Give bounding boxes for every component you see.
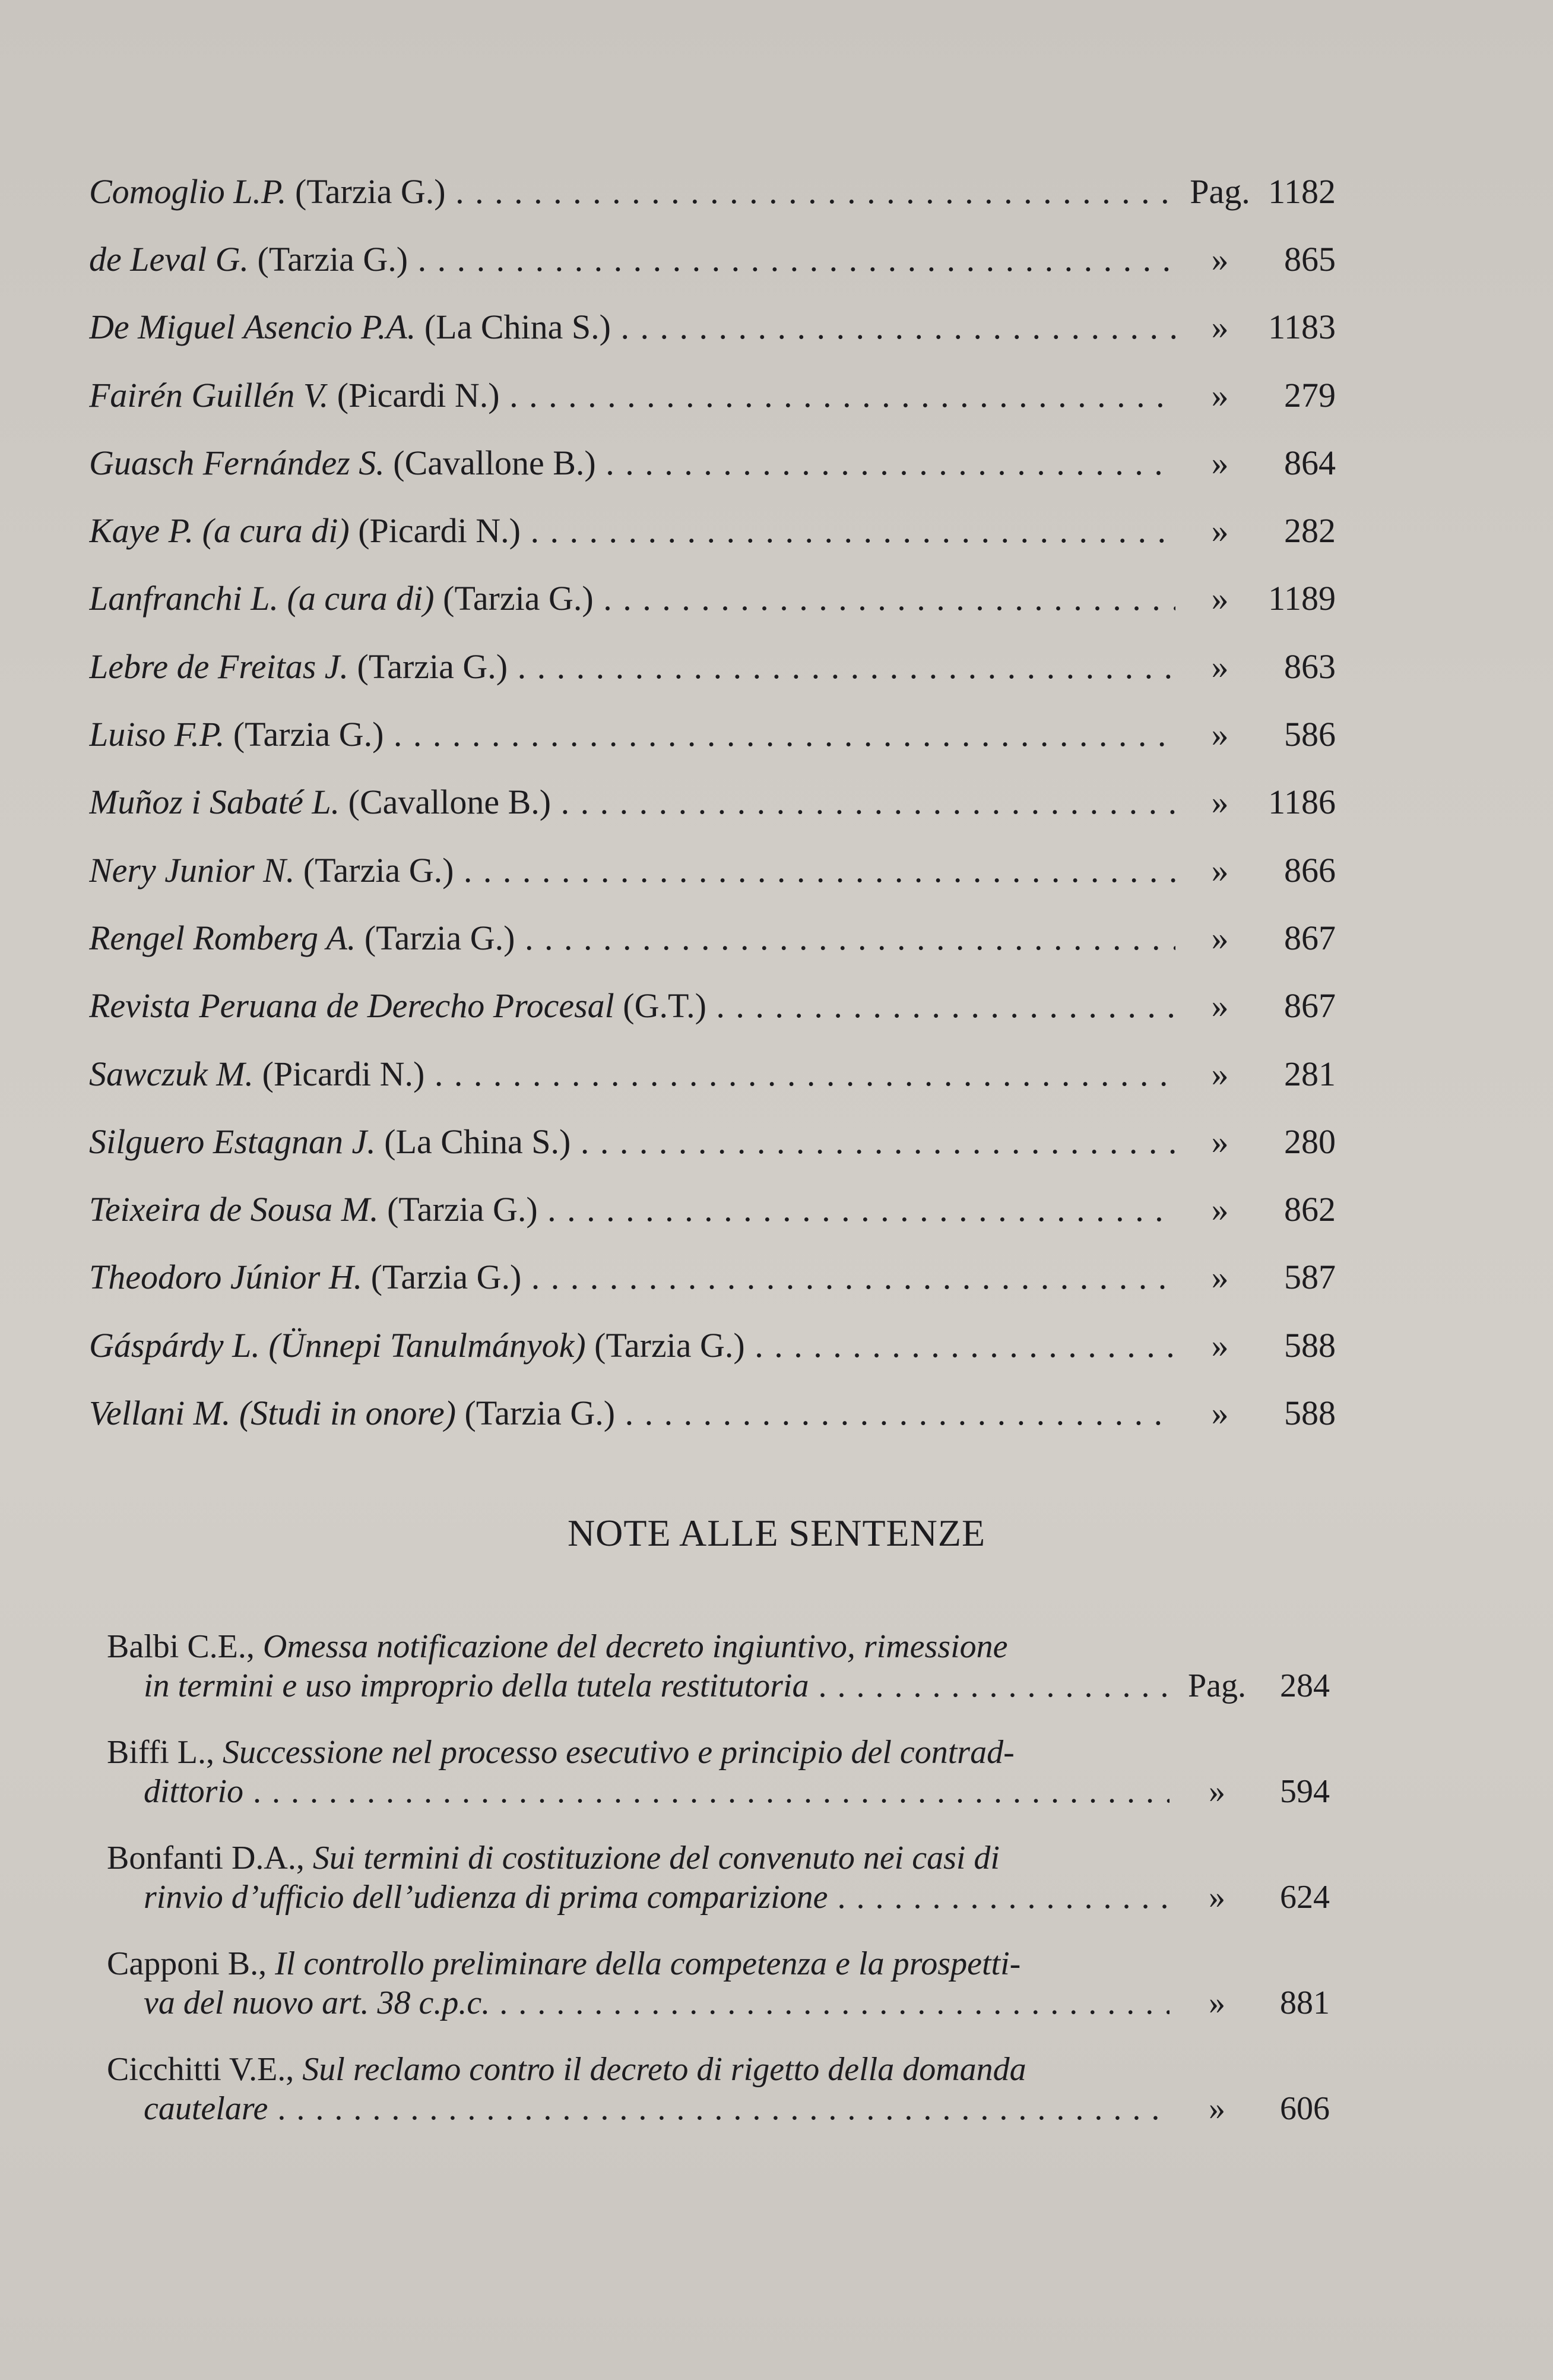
entry-author: Gáspárdy L. (Ünnepi Tanulmányok) [89, 1325, 586, 1365]
index-row [89, 1175, 1336, 1243]
entry-title [89, 1393, 1175, 1433]
note-author: Balbi C.E., [107, 1628, 255, 1665]
page-label: » [1211, 1258, 1229, 1297]
note-title-continued: cautelare . . . [144, 2089, 1169, 2128]
entry-reviewer: (Cavallone B.) [348, 783, 552, 822]
page-label: » [1209, 1879, 1225, 1916]
entry-reviewer: (Cavallone B.) [393, 443, 596, 482]
note-second-line [107, 1772, 1330, 1811]
index-row [89, 632, 1336, 700]
entry-author: Nery Junior N. [89, 850, 295, 890]
page-label: » [1211, 986, 1229, 1026]
index-row [89, 1311, 1336, 1379]
index-row [89, 1040, 1336, 1107]
index-row [89, 496, 1336, 564]
entry-reviewer: (Tarzia G.) [295, 172, 446, 211]
reviews-index [89, 157, 1336, 1447]
note-entry [107, 1627, 1330, 1705]
index-row [89, 293, 1336, 361]
entry-reviewer: (Tarzia G.) [464, 1393, 616, 1432]
entry-title [89, 647, 1175, 686]
entry-reviewer: (Picardi N.) [262, 1054, 425, 1093]
index-row [89, 768, 1336, 836]
entry-author: De Miguel Asencio P.A. [89, 308, 416, 347]
note-title-continued: dittorio . . . [144, 1772, 1169, 1811]
note-entry [107, 1838, 1330, 1917]
page-label: » [1211, 579, 1229, 618]
entry-title [89, 239, 1175, 279]
page-number: 586 [1284, 715, 1336, 754]
entry-author: Teixeira de Sousa M. [89, 1190, 379, 1229]
page-label: » [1211, 783, 1229, 822]
page-label: » [1211, 443, 1229, 482]
page-number: 282 [1284, 511, 1336, 550]
entry-title [89, 172, 1175, 211]
page-label: » [1211, 715, 1229, 754]
page-label: » [1209, 2090, 1225, 2127]
entry-title [89, 986, 1175, 1026]
entry-author: Silguero Estagnan J. [89, 1122, 376, 1161]
entry-reviewer: (Picardi N.) [337, 375, 500, 414]
page-number: 867 [1284, 918, 1336, 957]
entry-author: Luiso F.P. [89, 715, 225, 754]
page-label: Pag. [1188, 1667, 1246, 1704]
section-title: NOTE ALLE SENTENZE [567, 1512, 986, 1554]
page-label: » [1211, 1325, 1229, 1365]
entry-title [89, 511, 1175, 550]
index-row [89, 1243, 1336, 1311]
note-second-line [107, 2089, 1330, 2128]
index-row [89, 225, 1336, 293]
notes-index [107, 1627, 1330, 2156]
page-number: 881 [1280, 1985, 1330, 2021]
page-number: 862 [1284, 1190, 1336, 1229]
page-label: » [1209, 1773, 1225, 1810]
page-number: 1189 [1268, 579, 1336, 618]
entry-author: Lanfranchi L. (a cura di) [89, 579, 435, 618]
note-author: Bonfanti D.A., [107, 1840, 305, 1876]
entry-reviewer: (Tarzia G.) [233, 715, 384, 754]
index-row [89, 1379, 1336, 1447]
entry-author: Comoglio L.P. [89, 172, 287, 211]
entry-author: Lebre de Freitas J. [89, 647, 349, 686]
page-label: » [1211, 1122, 1229, 1161]
index-row [89, 700, 1336, 768]
page-number: 1186 [1268, 783, 1336, 822]
note-title: Sul reclamo contro il decreto di rigetto della domanda [302, 2051, 1026, 2088]
page-number: 284 [1280, 1667, 1330, 1704]
page-label: » [1211, 1393, 1229, 1432]
entry-author: Guasch Fernández S. [89, 443, 385, 482]
entry-reviewer: (Tarzia G.) [364, 918, 515, 957]
page-number: 865 [1284, 239, 1336, 278]
entry-reviewer: (Tarzia G.) [387, 1190, 538, 1229]
page-number: 867 [1284, 986, 1336, 1026]
note-title-continued: va del nuovo art. 38 c.p.c. . . . [144, 1983, 1169, 2023]
page-label: » [1209, 1985, 1225, 2021]
note-title: Sui termini di costituzione del convenuto nei casi di [312, 1840, 1000, 1876]
entry-title [89, 1054, 1175, 1094]
page-label: » [1211, 1190, 1229, 1229]
index-row [89, 429, 1336, 496]
index-row [89, 1107, 1336, 1175]
entry-title [89, 1122, 1175, 1161]
page-label: » [1211, 647, 1229, 686]
note-first-line [107, 2050, 1128, 2089]
entry-title [89, 307, 1175, 347]
page-label: » [1211, 239, 1229, 278]
note-entry [107, 1733, 1330, 1811]
page-number: 863 [1284, 647, 1336, 686]
note-author: Capponi B., [107, 1945, 267, 1982]
page-number: 1182 [1268, 172, 1336, 211]
index-row [89, 972, 1336, 1040]
entry-reviewer: (Tarzia G.) [594, 1325, 745, 1365]
entry-reviewer: (Tarzia G.) [443, 579, 594, 618]
page-label: » [1211, 1054, 1229, 1093]
entry-reviewer: (La China S.) [384, 1122, 571, 1161]
note-second-line [107, 1983, 1330, 2023]
entry-title [89, 443, 1175, 483]
index-row [89, 361, 1336, 429]
entry-title [89, 782, 1175, 822]
entry-author: Muñoz i Sabaté L. [89, 783, 340, 822]
entry-reviewer: (Tarzia G.) [257, 239, 408, 278]
entry-title [89, 1189, 1175, 1229]
entry-author: Fairén Guillén V. [89, 375, 329, 414]
page-number: 594 [1280, 1773, 1330, 1810]
entry-reviewer: (La China S.) [424, 308, 611, 347]
entry-title [89, 1257, 1175, 1297]
index-row [89, 904, 1336, 971]
entry-author: Theodoro Júnior H. [89, 1258, 363, 1297]
note-second-line [107, 1666, 1330, 1705]
page-number: 606 [1280, 2090, 1330, 2127]
note-author: Cicchitti V.E., [107, 2051, 294, 2088]
entry-author: Vellani M. (Studi in onore) [89, 1393, 457, 1432]
page-number: 587 [1284, 1258, 1336, 1297]
entry-author: de Leval G. [89, 239, 249, 278]
page-label: » [1211, 850, 1229, 890]
page-label: » [1211, 918, 1229, 957]
note-first-line [107, 1627, 1128, 1666]
page-number: 281 [1284, 1054, 1336, 1093]
entry-reviewer: (Tarzia G.) [303, 850, 454, 890]
index-row [89, 565, 1336, 632]
note-first-line [107, 1944, 1128, 1983]
page-number: 588 [1284, 1325, 1336, 1365]
page-number: 280 [1284, 1122, 1336, 1161]
entry-title [89, 578, 1175, 618]
page-number: 588 [1284, 1393, 1336, 1432]
entry-author: Sawczuk M. [89, 1054, 254, 1093]
note-title-continued: in termini e uso improprio della tutela restitutoria . . . [144, 1666, 1169, 1705]
page-number: 624 [1280, 1879, 1330, 1916]
index-row [89, 836, 1336, 904]
note-title: Il controllo preliminare della competenza e la prospetti- [275, 1945, 1021, 1982]
note-entry [107, 2050, 1330, 2128]
page-number: 864 [1284, 443, 1336, 482]
note-first-line [107, 1838, 1128, 1878]
entry-title [89, 1325, 1175, 1365]
page-number: 279 [1284, 375, 1336, 414]
note-first-line [107, 1733, 1128, 1772]
entry-reviewer: (Tarzia G.) [357, 647, 508, 686]
note-second-line [107, 1878, 1330, 1917]
entry-title [89, 714, 1175, 754]
entry-reviewer: (G.T.) [623, 986, 706, 1026]
entry-title [89, 918, 1175, 958]
page-label: Pag. [1190, 172, 1250, 211]
note-entry [107, 1944, 1330, 2023]
page-label: » [1211, 308, 1229, 347]
entry-author: Rengel Romberg A. [89, 918, 356, 957]
entry-author: Kaye P. (a cura di) [89, 511, 350, 550]
page-label: » [1211, 375, 1229, 414]
index-row [89, 157, 1336, 225]
entry-reviewer: (Tarzia G.) [370, 1258, 522, 1297]
page-number: 1183 [1268, 308, 1336, 347]
page-label: » [1211, 511, 1229, 550]
entry-reviewer: (Picardi N.) [358, 511, 521, 550]
page-number: 866 [1284, 850, 1336, 890]
entry-author: Revista Peruana de Derecho Procesal [89, 986, 614, 1026]
note-title-continued: rinvio d’ufficio dell’udienza di prima comparizione . . . [144, 1878, 1169, 1917]
note-title: Omessa notificazione del decreto ingiuntivo, rimessione [262, 1628, 1008, 1665]
note-author: Biffi L., [107, 1734, 214, 1771]
note-title: Successione nel processo esecutivo e principio del contrad- [222, 1734, 1015, 1771]
entry-title [89, 375, 1175, 415]
entry-title [89, 850, 1175, 890]
